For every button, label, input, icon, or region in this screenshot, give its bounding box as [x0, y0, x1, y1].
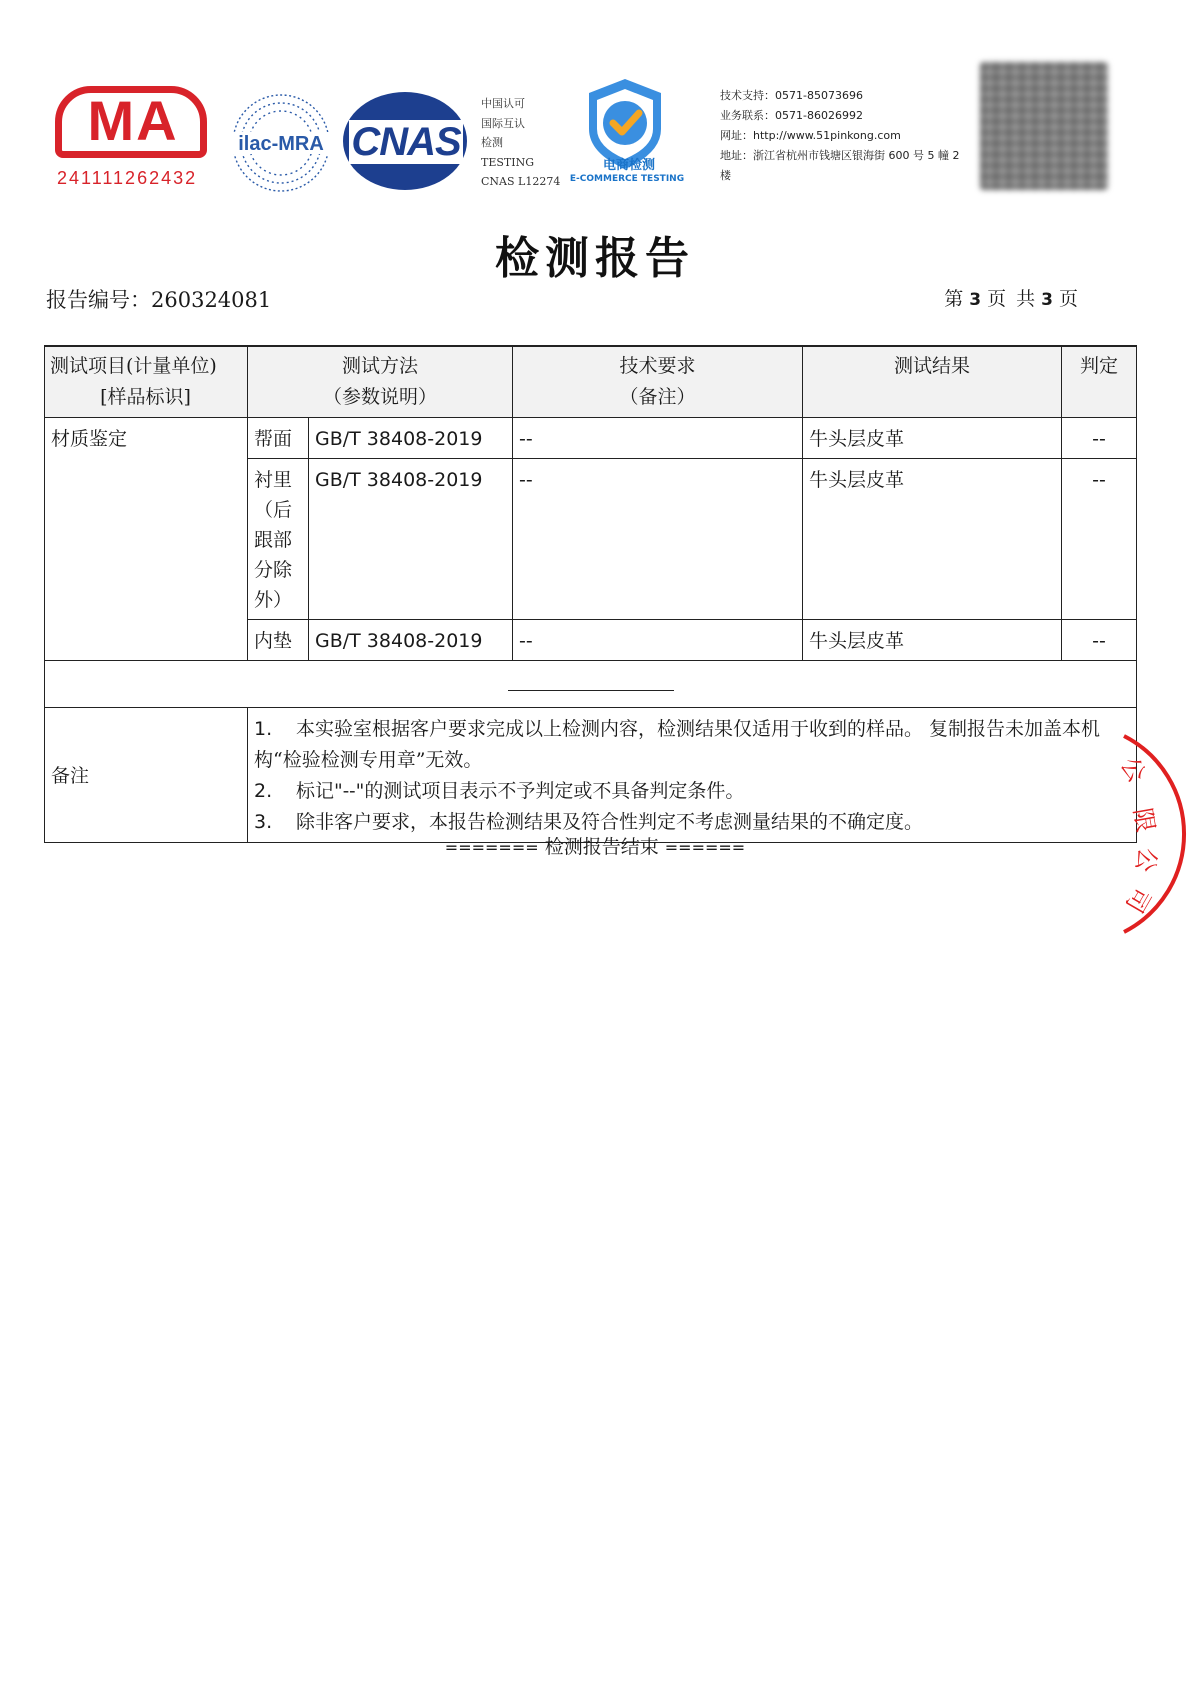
separator-row [45, 661, 1137, 708]
ilac-label: ilac-MRA [238, 133, 324, 155]
note-number: 3. [254, 811, 273, 833]
report-number [46, 284, 271, 314]
svg-text:公: 公 [1114, 752, 1152, 788]
result-cell: 牛头层皮革 [803, 418, 1062, 459]
note-number: 1. [254, 718, 273, 740]
verdict-cell: -- [1062, 620, 1137, 661]
table-row [45, 418, 1137, 459]
results-table [44, 345, 1137, 843]
cnas-logo [343, 92, 473, 192]
report-number-label: 报告编号： [46, 288, 151, 312]
note-item [254, 776, 1130, 807]
end-left-marks: ======= [444, 838, 539, 857]
svg-text:公: 公 [1130, 845, 1162, 875]
cma-logo [55, 86, 215, 194]
contact-business: 业务联系：0571-86026992 [720, 109, 863, 122]
method-cell: GB/T 38408-2019 [309, 418, 513, 459]
accreditation-line: 中国认可 [481, 97, 525, 110]
contact-tech-support: 技术支持：0571-85073696 [720, 89, 863, 102]
page-mid: 页 共 [987, 288, 1036, 310]
result-cell: 牛头层皮革 [803, 459, 1062, 620]
requirement-cell: -- [513, 418, 803, 459]
company-seal-stamp [1114, 728, 1200, 938]
table-header-row [45, 346, 1137, 418]
page-current: 3 [969, 290, 982, 310]
separator-line [508, 690, 674, 691]
ecommerce-cn-label: 电商检测 [602, 158, 655, 173]
report-number-value: 260324081 [151, 288, 272, 312]
accreditation-text [481, 94, 560, 192]
report-end [0, 832, 1190, 859]
page-suffix: 页 [1058, 288, 1078, 310]
header-verdict: 判定 [1062, 346, 1137, 418]
page-prefix: 第 [944, 288, 964, 310]
part-cell: 衬里（后跟部分除外） [248, 459, 309, 620]
accreditation-line: CNAS L12274 [481, 175, 561, 188]
note-text: 标记"--"的测试项目表示不予判定或不具备判定条件。 [296, 780, 745, 802]
header-item-line1: 测试项目(计量单位) [50, 355, 217, 377]
accreditation-line: 国际互认 [481, 116, 525, 130]
part-cell: 内垫 [248, 620, 309, 661]
verdict-cell: -- [1062, 459, 1137, 620]
contact-website: 网址：http://www.51pinkong.com [720, 129, 901, 142]
qr-code-icon [980, 62, 1108, 190]
header-method-line1: 测试方法 [342, 355, 419, 377]
header-result: 测试结果 [803, 346, 1062, 418]
contact-info [720, 86, 960, 186]
svg-text:限: 限 [1128, 805, 1160, 835]
note-text: 本实验室根据客户要求完成以上检测内容，检测结果仅适用于收到的样品。 复制报告未加盖本机构“检验检测专用章”无效。 [254, 718, 1101, 771]
method-cell: GB/T 38408-2019 [309, 620, 513, 661]
cma-number: 241111262432 [57, 168, 198, 188]
page-indicator [944, 284, 1078, 311]
header-method [248, 346, 513, 418]
report-title: 检测报告 [495, 233, 695, 284]
part-cell: 帮面 [248, 418, 309, 459]
note-item [254, 714, 1130, 776]
separator-cell [45, 661, 1137, 708]
note-number: 2. [254, 780, 273, 802]
header-requirement [513, 346, 803, 418]
svg-text:司: 司 [1119, 882, 1157, 918]
requirement-cell: -- [513, 620, 803, 661]
cma-letters: MA [87, 89, 179, 152]
ilac-mra-logo [230, 92, 332, 194]
notes-content [248, 708, 1137, 843]
contact-address: 地址：浙江省杭州市钱塘区银海街 600 号 5 幢 2 楼 [720, 149, 960, 182]
cnas-label: CNAS [351, 120, 461, 164]
accreditation-line: TESTING [481, 155, 534, 169]
note-text: 除非客户要求，本报告检测结果及符合性判定不考虑测量结果的不确定度。 [296, 811, 924, 833]
header-item [45, 346, 248, 418]
accreditation-line: 检测 [481, 136, 503, 149]
end-right-marks: ====== [664, 838, 746, 857]
notes-label: 备注 [45, 708, 248, 843]
page-total: 3 [1041, 290, 1053, 310]
requirement-cell: -- [513, 459, 803, 620]
header-requirement-line2: （备注） [619, 386, 696, 408]
header-method-line2: （参数说明） [323, 386, 438, 408]
ecommerce-en-label: E-COMMERCE TESTING [569, 174, 685, 184]
header-requirement-line1: 技术要求 [619, 355, 696, 377]
group-label: 材质鉴定 [45, 418, 248, 661]
verdict-cell: -- [1062, 418, 1137, 459]
result-cell: 牛头层皮革 [803, 620, 1062, 661]
end-text: 检测报告结束 [544, 836, 659, 858]
notes-row [45, 708, 1137, 843]
method-cell: GB/T 38408-2019 [309, 459, 513, 620]
header-item-line2: [样品标识] [100, 386, 191, 408]
